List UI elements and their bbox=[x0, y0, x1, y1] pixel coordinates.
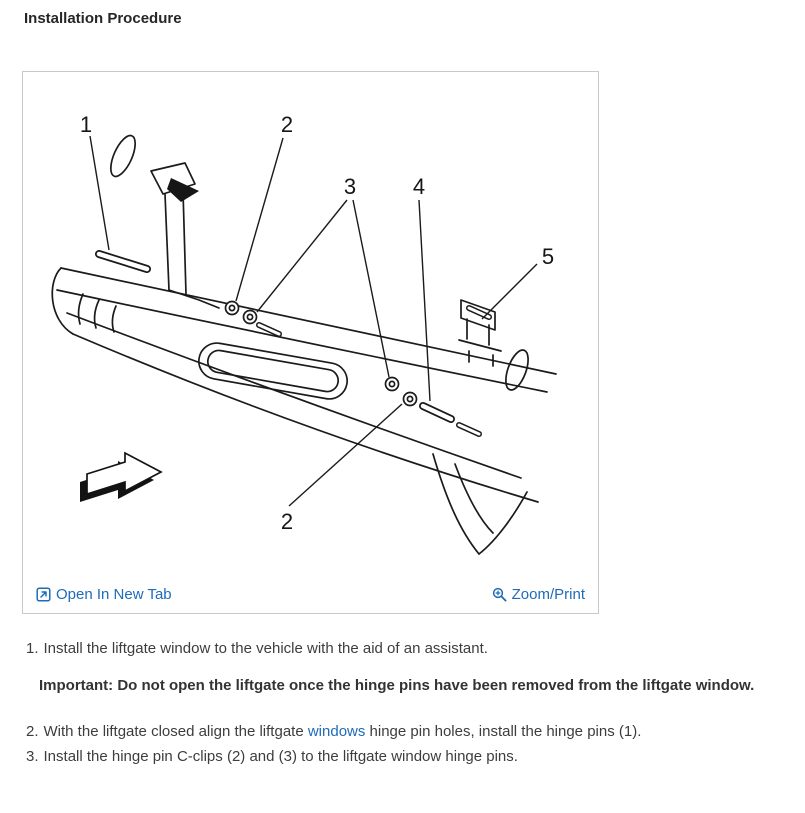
callout-2b: 2 bbox=[280, 509, 294, 534]
direction-arrow bbox=[80, 453, 161, 502]
callout-3: 3 bbox=[343, 174, 357, 199]
zoom-print-link[interactable] bbox=[492, 586, 585, 603]
bumper-right bbox=[501, 347, 532, 393]
open-in-new-tab-label: Open In New Tab bbox=[56, 586, 172, 603]
open-in-new-tab-icon bbox=[36, 587, 51, 602]
important-note: Important: Do not open the liftgate once the hinge pins have been removed from the liftgate window. bbox=[39, 676, 755, 694]
liftgate-diagram-svg bbox=[23, 72, 596, 584]
step-2-text-post: hinge pin holes, install the hinge pins (1). bbox=[365, 723, 642, 740]
hinge-pins bbox=[99, 254, 489, 434]
liftgate-diagram bbox=[23, 72, 598, 584]
step-3-text: Install the hinge pin C-clips (2) and (3) to the liftgate window hinge pins. bbox=[43, 747, 518, 765]
step-2-text-pre: With the liftgate closed align the liftgate bbox=[43, 723, 308, 740]
step-1-number: 1. bbox=[26, 640, 39, 657]
open-in-new-tab-link[interactable] bbox=[36, 586, 172, 603]
step-1 bbox=[26, 638, 766, 661]
bumper-left bbox=[106, 132, 140, 180]
step-3-number: 3. bbox=[26, 747, 39, 765]
windows-link[interactable]: windows bbox=[307, 723, 366, 740]
procedure-steps bbox=[26, 638, 766, 768]
page-title: Installation Procedure bbox=[24, 10, 182, 27]
callout-5: 5 bbox=[541, 244, 555, 269]
figure-footer bbox=[23, 584, 598, 613]
step-3 bbox=[26, 746, 766, 769]
step-1-text: Install the liftgate window to the vehicle with the aid of an assistant. bbox=[43, 640, 488, 657]
step-2 bbox=[26, 721, 766, 744]
callout-2: 2 bbox=[280, 112, 294, 137]
step-2-text bbox=[44, 721, 642, 744]
callout-1: 1 bbox=[79, 112, 93, 137]
callout-4: 4 bbox=[412, 174, 426, 199]
zoom-print-label: Zoom/Print bbox=[511, 586, 585, 603]
zoom-icon bbox=[492, 587, 507, 602]
step-2-number: 2. bbox=[26, 723, 39, 740]
figure-box bbox=[22, 71, 599, 614]
